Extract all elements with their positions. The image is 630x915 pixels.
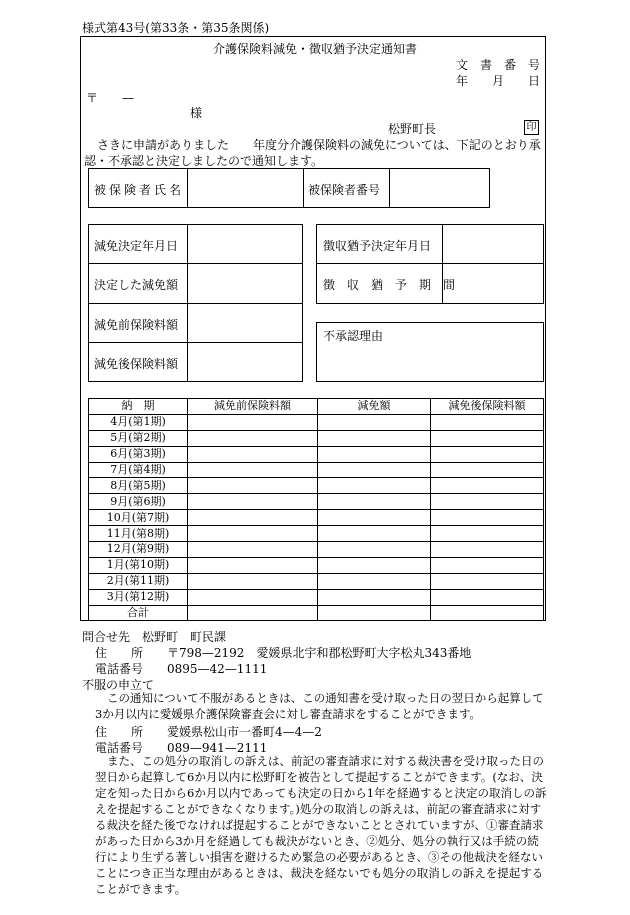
period-cell: 5月(第2期)	[89, 430, 188, 446]
post-reduction-premium-label: 減免後保険料額	[94, 357, 179, 371]
contact-phone: 電話番号 0895—42—1111	[95, 662, 268, 676]
table-row	[89, 494, 544, 510]
period-cell: 2月(第11期)	[89, 573, 188, 589]
amount-cell	[431, 589, 544, 605]
postal-code-field: 〒 —	[86, 91, 135, 105]
period-cell: 9月(第6期)	[89, 494, 188, 510]
lawsuit-paragraph: また、この処分の取消しの訴えは、前記の審査請求に対する裁決書を受け取った日の翌日から起算して6か月以内に松野町を被告として提起することができます。(なお、決定を知った日から6か月以内であっても決定の日から1年を経過すると決定の取消しの訴えを提起することができなくなります。)処分の取消しの訴えは、前記の審査請求に対する裁決を経た後でなければ提起することができないこととされていますが、①審査請求があった日から3か月を経過しても裁決がないとき、②処分、処分の執行又は手続の続行により生ずる著しい損害を避けるため緊急の必要があるとき、③その他裁決を経ないことにつき正当な理由があるときは、裁決を経ないでも処分の取消しの訴えを提起することができます。	[95, 754, 547, 896]
column-header: 納 期	[89, 399, 188, 415]
review-body-address: 住 所 愛媛県松山市一番町4—4—2	[95, 725, 322, 739]
seal-stamp: 印	[524, 120, 539, 135]
document-number-label: 文 書 番 号	[456, 58, 541, 72]
amount-cell	[318, 446, 431, 462]
amount-cell	[188, 589, 318, 605]
table-header-row	[89, 399, 544, 415]
amount-cell	[431, 542, 544, 558]
table-row	[89, 573, 544, 589]
deferral-period-label: 徴 収 猶 予 期 間	[323, 278, 456, 292]
contact-address: 住 所 〒798—2192 愛媛県北宇和郡松野町大字松丸343番地	[95, 646, 472, 660]
deferral-decision-date-label: 徴収猶予決定年月日	[323, 239, 432, 253]
objection-heading: 不服の申立て	[82, 678, 155, 692]
table-row	[89, 478, 544, 494]
contact-heading: 問合せ先 松野町 町民課	[82, 630, 227, 644]
amount-cell	[318, 573, 431, 589]
period-cell: 10月(第7期)	[89, 510, 188, 526]
intro-text-line1: さきに申請がありました 年度分介護保険料の減免については、下記のとおり承	[97, 138, 541, 152]
table-row	[89, 414, 544, 430]
payment-period-table	[88, 398, 544, 621]
amount-cell	[431, 605, 544, 621]
table-row	[89, 526, 544, 542]
decided-reduction-amount-label: 決定した減免額	[94, 278, 179, 292]
insured-number-label: 被保険者番号	[308, 183, 381, 197]
amount-cell	[318, 605, 431, 621]
table-row	[89, 446, 544, 462]
period-cell: 6月(第3期)	[89, 446, 188, 462]
amount-cell	[431, 494, 544, 510]
amount-cell	[188, 557, 318, 573]
amount-cell	[188, 462, 318, 478]
column-header: 減免前保険料額	[188, 399, 318, 415]
intro-text-line2: 認・不承認と決定しましたので通知します。	[84, 154, 324, 168]
period-cell: 4月(第1期)	[89, 414, 188, 430]
amount-cell	[188, 414, 318, 430]
amount-cell	[318, 589, 431, 605]
addressee-suffix: 様	[190, 106, 203, 120]
period-cell: 8月(第5期)	[89, 478, 188, 494]
period-cell: 7月(第4期)	[89, 462, 188, 478]
review-body-phone: 電話番号 089—941—2111	[95, 741, 268, 755]
document-title: 介護保険料減免・徴収猶予決定通知書	[212, 42, 417, 56]
table-row	[89, 605, 544, 621]
table-row	[89, 542, 544, 558]
column-header: 減免額	[318, 399, 431, 415]
table-row	[89, 589, 544, 605]
amount-cell	[318, 510, 431, 526]
period-cell: 11月(第8期)	[89, 526, 188, 542]
amount-cell	[188, 478, 318, 494]
amount-cell	[188, 510, 318, 526]
amount-cell	[188, 526, 318, 542]
amount-cell	[318, 462, 431, 478]
amount-cell	[318, 414, 431, 430]
amount-cell	[188, 605, 318, 621]
column-header: 減免後保険料額	[431, 399, 544, 415]
amount-cell	[188, 430, 318, 446]
period-cell: 12月(第9期)	[89, 542, 188, 558]
amount-cell	[188, 446, 318, 462]
amount-cell	[431, 526, 544, 542]
amount-cell	[431, 430, 544, 446]
amount-cell	[188, 494, 318, 510]
insured-name-label: 被保険者氏名	[94, 183, 185, 197]
amount-cell	[431, 446, 544, 462]
pre-reduction-premium-label: 減免前保険料額	[94, 318, 179, 332]
table-row	[89, 462, 544, 478]
amount-cell	[318, 478, 431, 494]
amount-cell	[318, 557, 431, 573]
period-cell: 1月(第10期)	[89, 557, 188, 573]
objection-paragraph: この通知について不服があるときは、この通知書を受け取った日の翌日から起算して3か月以内に愛媛県介護保険審査会に対し審査請求をすることができます。	[95, 691, 544, 721]
table-row	[89, 510, 544, 526]
amount-cell	[318, 494, 431, 510]
amount-cell	[188, 542, 318, 558]
amount-cell	[431, 557, 544, 573]
amount-cell	[431, 478, 544, 494]
amount-cell	[431, 414, 544, 430]
amount-cell	[431, 573, 544, 589]
amount-cell	[431, 462, 544, 478]
amount-cell	[318, 542, 431, 558]
form-number-label: 様式第43号(第33条・第35条関係)	[82, 21, 270, 35]
table-row	[89, 557, 544, 573]
amount-cell	[188, 573, 318, 589]
table-row	[89, 430, 544, 446]
issuer-name: 松野町長	[388, 122, 437, 136]
amount-cell	[318, 526, 431, 542]
period-cell: 合計	[89, 605, 188, 621]
amount-cell	[431, 510, 544, 526]
amount-cell	[318, 430, 431, 446]
date-label: 年 月 日	[456, 74, 541, 88]
period-cell: 3月(第12期)	[89, 589, 188, 605]
rejection-reason-label: 不承認理由	[323, 329, 384, 343]
reduction-decision-date-label: 減免決定年月日	[94, 239, 179, 253]
